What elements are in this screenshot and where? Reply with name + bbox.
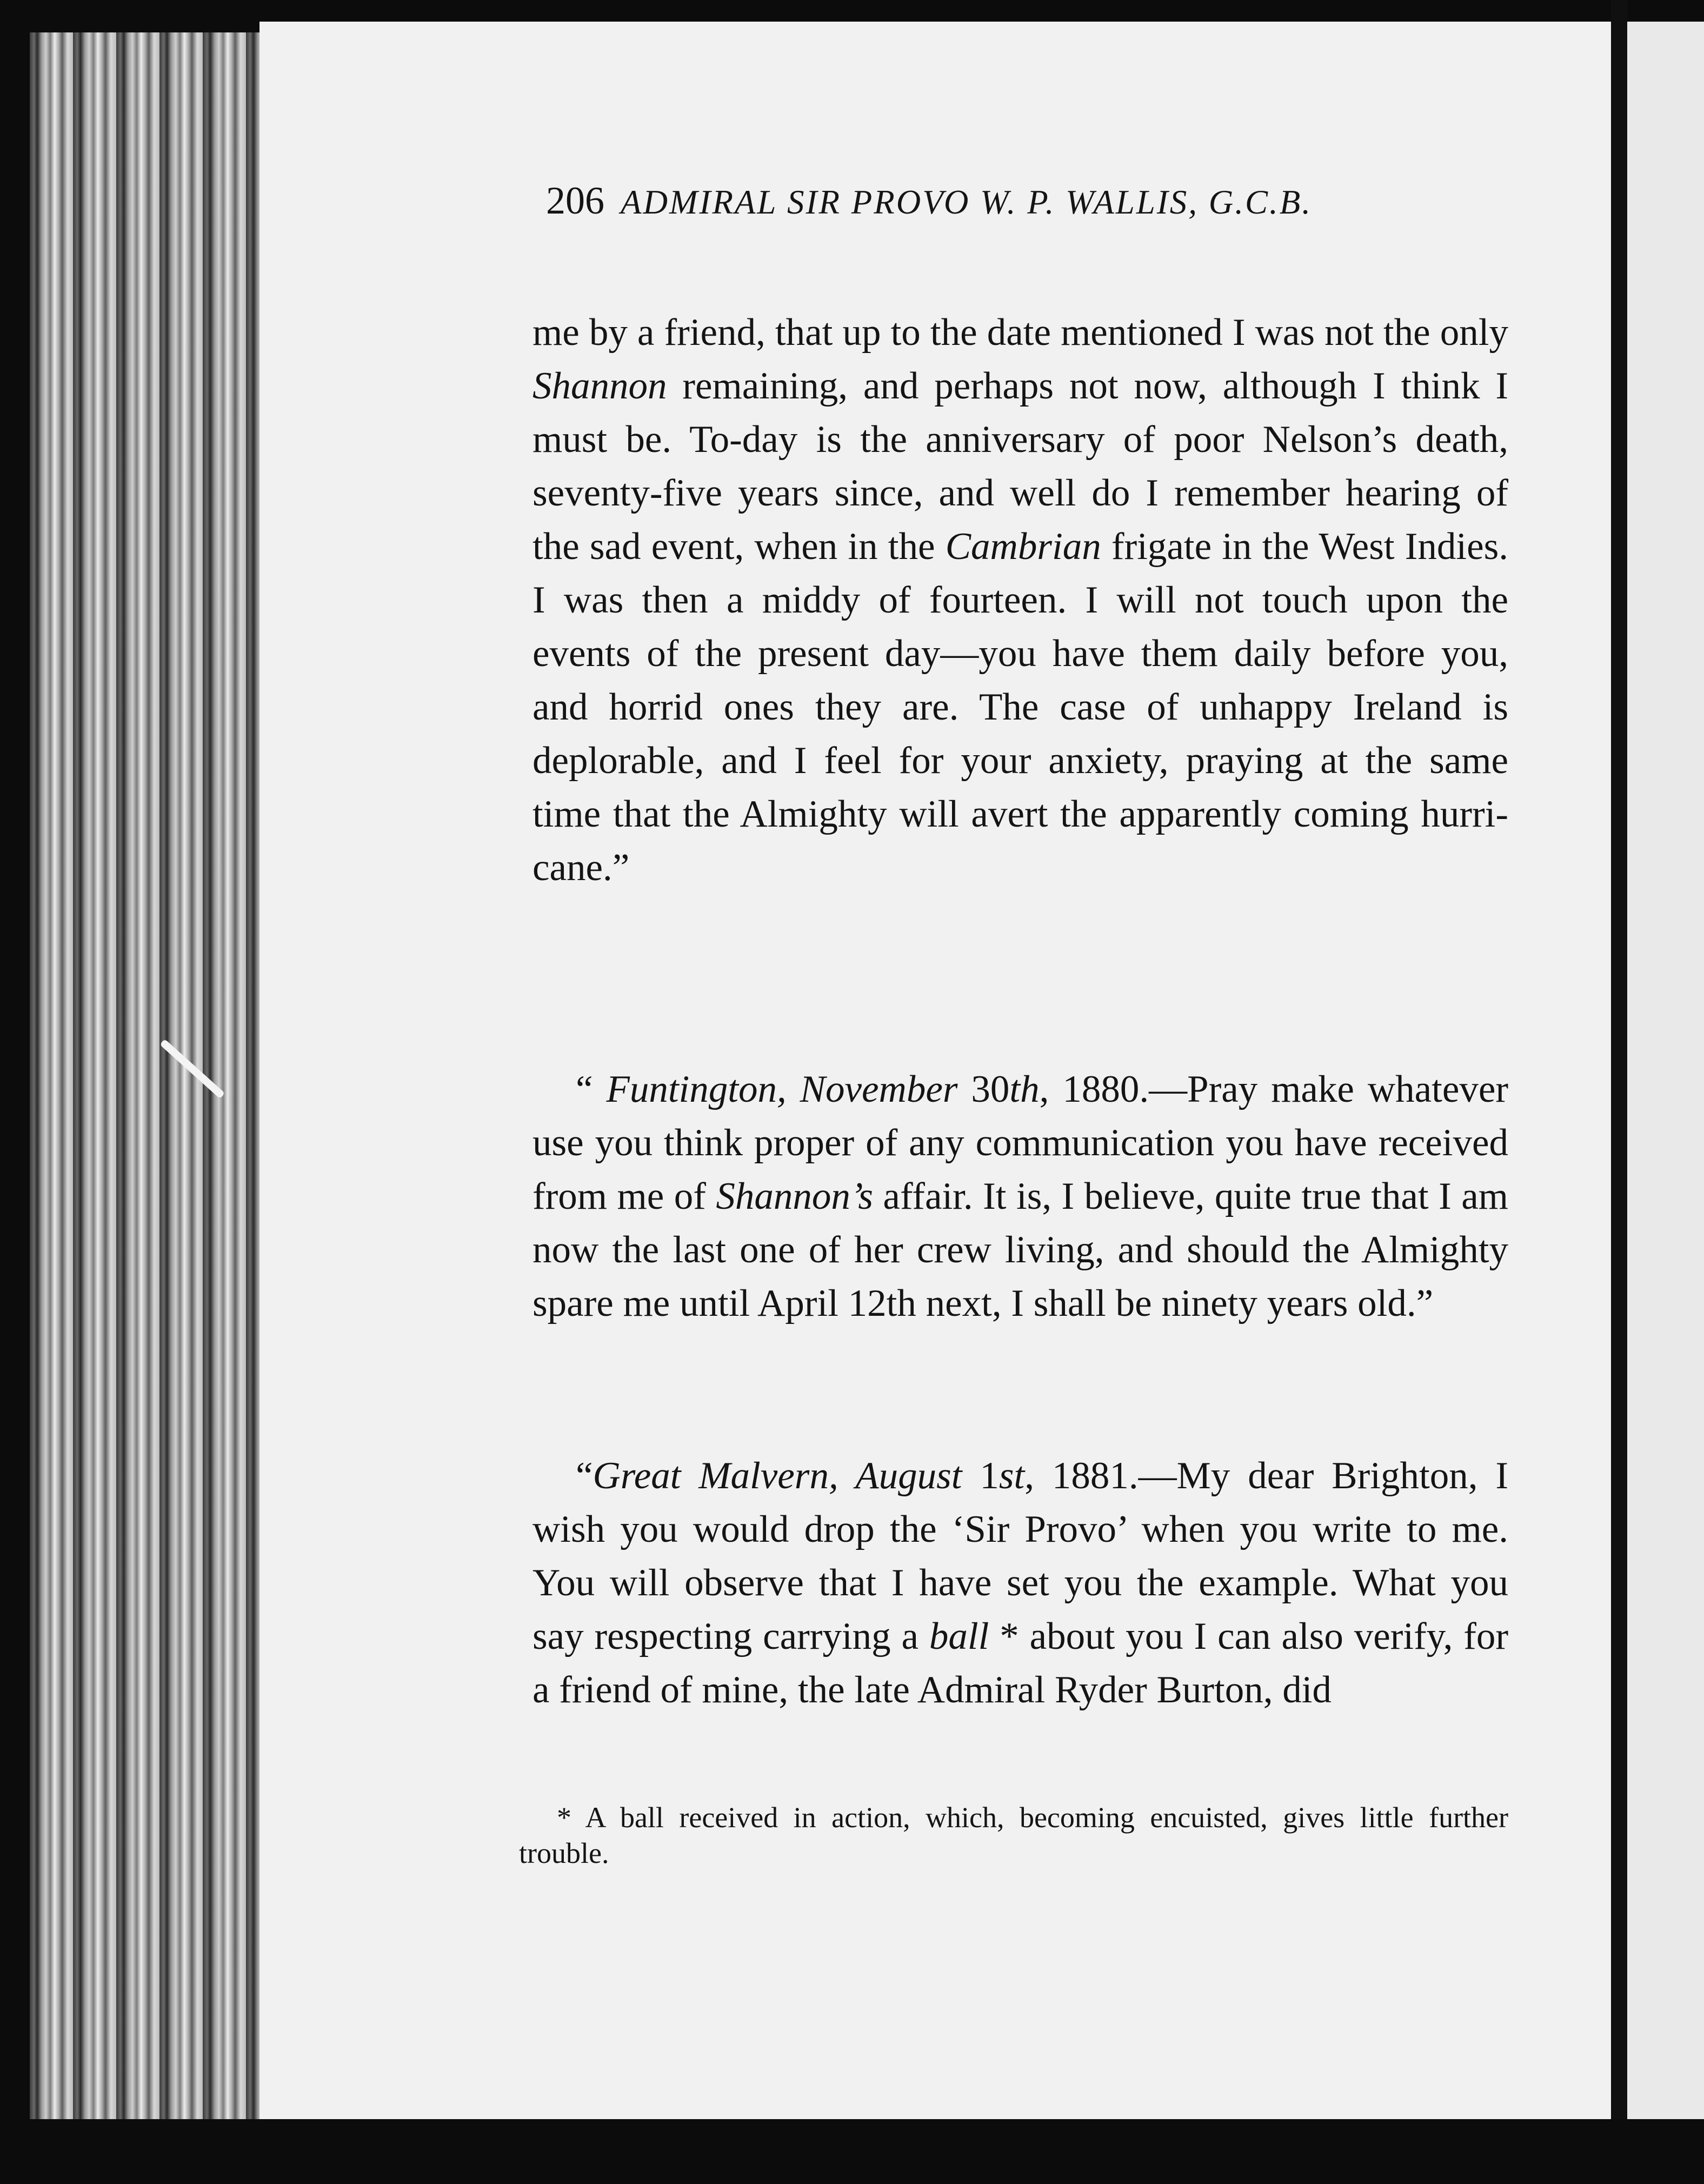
italic-text: st <box>999 1455 1025 1497</box>
page-header <box>546 178 1465 232</box>
text-run: “ <box>576 1068 607 1110</box>
book-page-edges <box>30 32 268 2130</box>
paragraph <box>532 1449 1508 1717</box>
text-run: , 1880.—Pray make whatever use you think proper of any communication you have received from me of <box>532 1068 1509 1217</box>
text-run: 30 <box>957 1068 1010 1110</box>
italic-text: Great Malvern, August <box>593 1455 962 1497</box>
italic-text: Funtington, November <box>606 1068 958 1110</box>
text-run: remaining, and perhaps not now, although I think I must be. To-day is the anniversary of poor Nelson’s death, seventy-five years since, and well do I remember hearing of the sad event, when in the <box>532 365 1508 568</box>
running-title: ADMIRAL SIR PROVO W. P. WALLIS, G.C.B. <box>621 183 1313 221</box>
paragraph <box>532 1063 1508 1330</box>
text-run: me by a friend, that up to the date mentioned I was not the only <box>532 311 1508 354</box>
italic-text: ball <box>929 1615 989 1657</box>
text-run: “ <box>576 1455 593 1497</box>
scan-bottom-border <box>0 2119 1704 2184</box>
footnote: * A ball received in action, which, becoming encuisted, gives little further trouble. <box>519 1801 1508 1869</box>
book-spine-shadow <box>1611 0 1627 2184</box>
page-number: 206 <box>546 179 604 222</box>
text-run: * about you I can also verify, for a friend of mine, the late Admiral Ryder Burton, did <box>532 1615 1509 1711</box>
italic-text: Shannon’s <box>716 1175 873 1217</box>
text-run: frigate in the West Indies. I was then a middy of fourteen. I will not touch upon the events of the present day—you have them daily before you, and horrid ones they are. The case of unhappy Ireland is deplorable, and I feel for your anxiety, praying at the same time that the Almighty will avert the apparently coming hurri-cane.” <box>532 525 1508 889</box>
text-run: 1 <box>962 1455 999 1497</box>
text-run: affair. It is, I believe, quite true that I am now the last one of her crew living, and should the Almighty spare me until April 12th next, I shall be ninety years old.” <box>532 1175 1508 1324</box>
italic-text: Cambrian <box>945 525 1101 568</box>
facing-page-edge <box>1627 22 1704 2119</box>
italic-text: Shannon <box>532 365 667 407</box>
italic-text: th <box>1009 1068 1040 1110</box>
paragraph <box>532 306 1508 895</box>
text-run: , 1881.—My dear Brighton, I wish you would drop the ‘Sir Provo’ when you write to me. You will observe that I have set you the example. What you say respecting carrying a <box>532 1455 1508 1657</box>
